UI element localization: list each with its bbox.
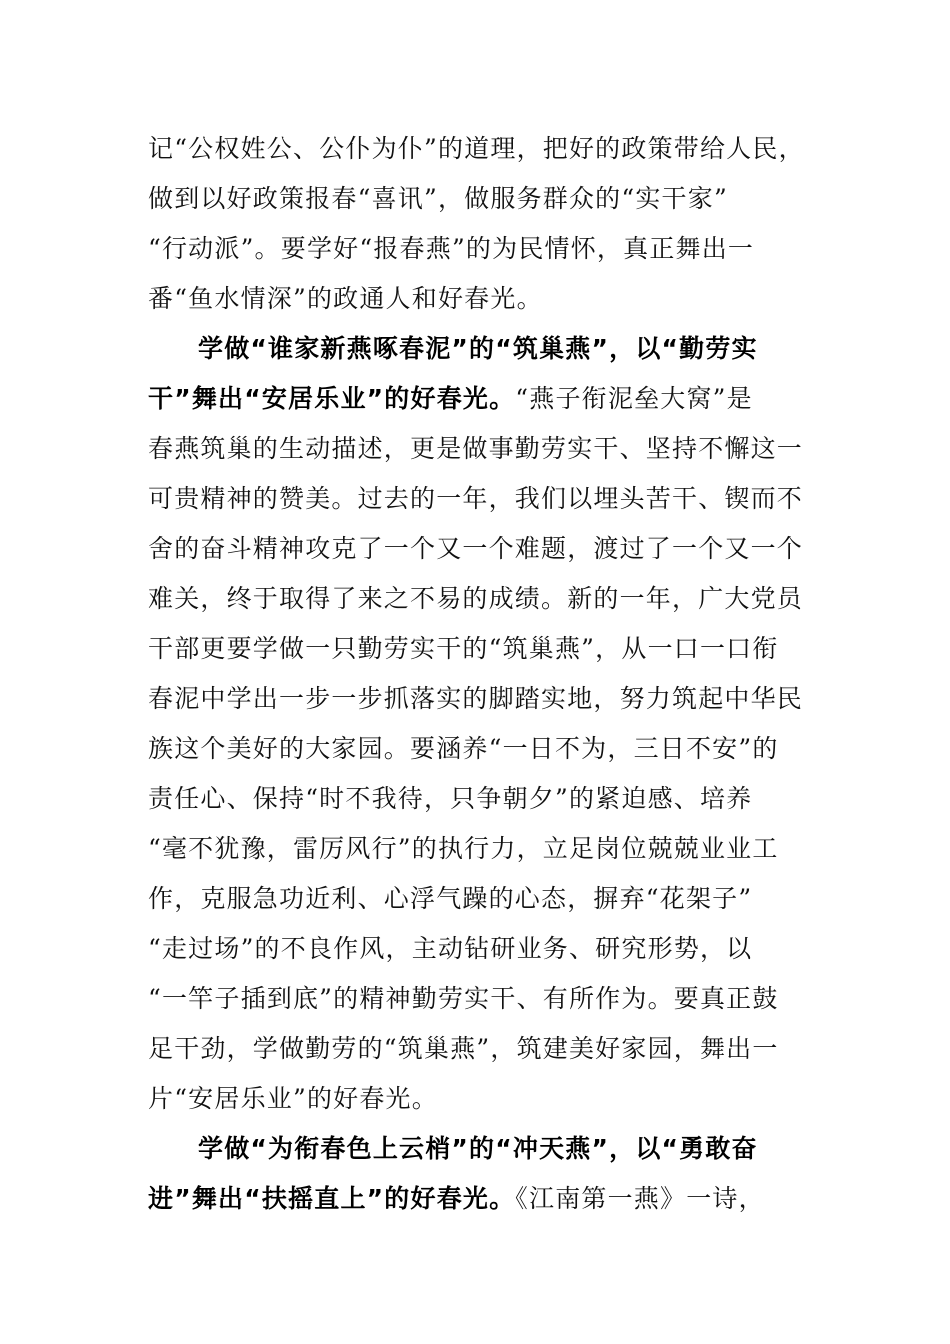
text-line: 族这个美好的大家园。要涵养“一日不为，三日不安”的 [148,734,779,763]
paragraph-heading: 学做“谁家新燕啄春泥”的“筑巢燕”，以“勤劳实 [198,334,758,363]
text-line: “一竿子插到底”的精神勤劳实干、有所作为。要真正鼓 [148,984,779,1013]
text-line [148,374,798,424]
paragraph-3 [148,1124,798,1224]
text-line: “毫不犹豫，雷厉风行”的执行力，立足岗位兢兢业业工 [148,834,779,863]
text-line: 舍的奋斗精神攻克了一个又一个难题，渡过了一个又一个 [148,534,804,563]
text-line: 干部更要学做一只勤劳实干的“筑巢燕”，从一口一口衔 [148,634,779,663]
text-line: 难关，终于取得了来之不易的成绩。新的一年，广大党员 [148,584,804,613]
text-line: 番“鱼水情深”的政通人和好春光。 [148,284,543,313]
text-line [148,324,798,374]
document-body [148,124,805,1224]
paragraph-heading: 进”舞出“扶摇直上”的好春光。 [148,1184,516,1213]
text-line: 做到以好政策报春“喜讯”，做服务群众的“实干家” [148,184,728,213]
paragraph-text: “燕子衔泥垒大窝”是 [515,384,753,413]
text-line: 片“安居乐业”的好春光。 [148,1084,438,1113]
paragraph-heading: 学做“为衔春色上云梢”的“冲天燕”，以“勇敢奋 [198,1134,758,1163]
paragraph-heading: 干”舞出“安居乐业”的好春光。 [148,384,516,413]
text-line: “行动派”。要学好“报春燕”的为民情怀，真正舞出一 [148,234,755,263]
text-line: 责任心、保持“时不我待，只争朝夕”的紧迫感、培养 [148,784,753,813]
text-line: 作，克服急功近利、心浮气躁的心态，摒弃“花架子” [148,884,753,913]
text-line [148,1174,798,1224]
paragraph-2 [148,324,804,1124]
paragraph-text: 《江南第一燕》一诗， [515,1184,765,1213]
text-line: 春燕筑巢的生动描述，更是做事勤劳实干、坚持不懈这一 [148,434,804,463]
text-line: 记“公权姓公、公仆为仆”的道理，把好的政策带给人民， [148,134,805,163]
text-line: 可贵精神的赞美。过去的一年，我们以埋头苦干、锲而不 [148,484,804,513]
text-line: “走过场”的不良作风，主动钻研业务、研究形势，以 [148,934,753,963]
text-line: 春泥中学出一步一步抓落实的脚踏实地，努力筑起中华民 [148,684,804,713]
text-line: 足干劲，学做勤劳的“筑巢燕”，筑建美好家园，舞出一 [148,1034,779,1063]
paragraph-1 [148,124,805,324]
text-line [148,1124,798,1174]
